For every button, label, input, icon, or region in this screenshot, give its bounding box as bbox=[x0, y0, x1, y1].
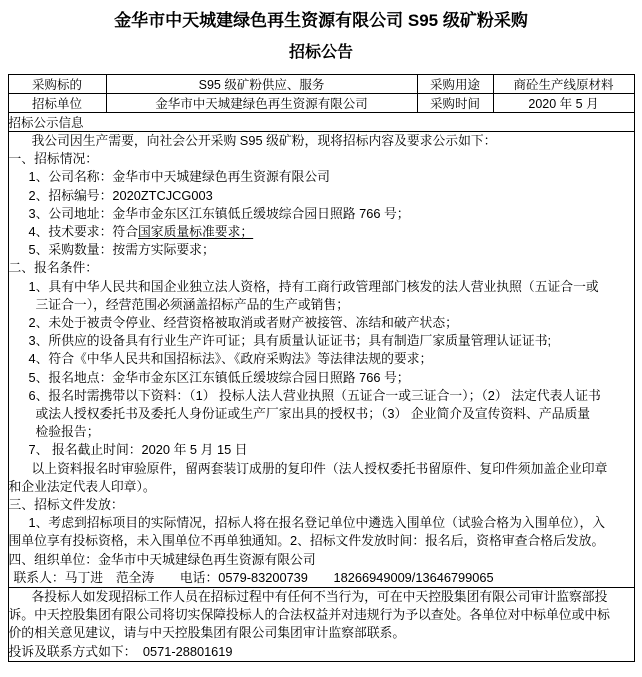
page-title: 金华市中天城建绿色再生资源有限公司 S95 级矿粉采购 bbox=[114, 11, 528, 30]
body-line: 我公司因生产需要，向社会公开采购 S95 级矿粉，现将招标内容及要求公示如下： bbox=[31, 133, 497, 148]
body-line-tech-requirement bbox=[9, 223, 634, 241]
procurement-use-value: 商砼生产线原材料 bbox=[493, 75, 634, 94]
bid-unit-value: 金华市中天城建绿色再生资源有限公司 bbox=[106, 94, 417, 113]
complaint-cell bbox=[8, 588, 634, 662]
contact-line: 联系人：马丁进 范全涛 电话：0579-83200739 18266949009/13646799065 bbox=[13, 569, 494, 585]
body-line: 1、考虑到招标项目的实际情况，招标人将在报名登记单位中遴选入围单位（试验合格为入围单位），入 bbox=[28, 515, 606, 531]
body-line: 以上资料报名时审验原件，留两套装订成册的复印件（法人授权委托书留原件、复印件须加盖企业印章 bbox=[31, 460, 608, 476]
table-row bbox=[8, 588, 634, 662]
body-line: 2、招标编号：2020ZTCJCG003 bbox=[28, 187, 213, 203]
body-line: 围单位享有投标资格，未入围单位不再单独通知。2、招标文件发放时间：报名后，资格审查合格后发放。 bbox=[8, 533, 605, 549]
body-line: 检验报告； bbox=[35, 424, 100, 440]
body-line: 一、招标情况： bbox=[8, 151, 99, 167]
body-line: 2、未处于被责令停业、经营资格被取消或者财产被接管、冻结和破产状态； bbox=[28, 315, 458, 331]
body-line: 二、报名条件： bbox=[8, 260, 99, 276]
body-line: 和企业法定代表人印章）。 bbox=[8, 478, 156, 494]
body-line: 3、所供应的设备具有行业生产许可证；具有质量认证证书；具有制造厂家质量管理认证证书; bbox=[28, 333, 552, 349]
table-row bbox=[8, 113, 634, 132]
body-line: 三证合一），经营范围必须涵盖招标产品的生产或销售； bbox=[35, 296, 350, 312]
bid-body-cell bbox=[8, 132, 634, 588]
complaint-line: 各投标人如发现招标工作人员在招标过程中有任何不当行为，可在中天控股集团有限公司审计监察部投 bbox=[31, 589, 608, 605]
body-line: 四、组织单位：金华市中天城建绿色再生资源有限公司 bbox=[8, 551, 316, 567]
procurement-subject-value: S95 级矿粉供应、服务 bbox=[106, 75, 417, 94]
procurement-time-label: 采购时间 bbox=[417, 94, 493, 113]
table-row bbox=[8, 75, 634, 94]
body-line: 6、报名时需携带以下资料：（1） 投标人法人营业执照（五证合一或三证合一）；（2） 法定代表人证书 bbox=[28, 387, 601, 403]
body-line: 1、公司名称：金华市中天城建绿色再生资源有限公司 bbox=[28, 169, 330, 185]
body-line: 或法人授权委托书及委托人身份证或生产厂家出具的授权书；（3） 企业简介及宣传资料、产品质量 bbox=[35, 406, 591, 422]
body-line: 三、招标文件发放： bbox=[8, 497, 124, 513]
body-line: 1、具有中华人民共和国企业独立法人资格，持有工商行政管理部门核发的法人营业执照（五证合一或 bbox=[28, 278, 599, 294]
tech-req-prefix: 4、技术要求：符合 bbox=[28, 224, 138, 240]
complaint-contact-line: 投诉及联系方式如下： 0571-28801619 bbox=[8, 643, 233, 659]
body-line: 4、符合《中华人民共和国招标法》、《政府采购法》等法律法规的要求； bbox=[28, 351, 433, 367]
complaint-line: 诉。中天控股集团有限公司将切实保障投标人的合法权益并对违规行为予以查处。各单位对中标单位或中标 bbox=[8, 607, 610, 623]
table-row bbox=[8, 132, 634, 588]
complaint-line: 价的相关意见建议，请与中天控股集团有限公司集团审计监察部联系。 bbox=[8, 625, 406, 641]
procurement-time-value: 2020 年 5 月 bbox=[493, 94, 634, 113]
body-line: 3、公司地址：金华市金东区江东镇低丘缓坡综合园日照路 766 号； bbox=[28, 205, 410, 221]
tech-req-underlined: 国家质量标准要求； bbox=[138, 224, 254, 240]
section-header-bid-info: 招标公示信息 bbox=[8, 113, 634, 132]
body-line: 5、采购数量：按需方实际要求； bbox=[28, 242, 215, 258]
info-table bbox=[8, 74, 635, 662]
bid-unit-label: 招标单位 bbox=[8, 94, 106, 113]
body-line: 5、报名地点：金华市金东区江东镇低丘缓坡综合园日照路 766 号； bbox=[28, 369, 410, 385]
procurement-subject-label: 采购标的 bbox=[8, 75, 106, 94]
procurement-use-label: 采购用途 bbox=[417, 75, 493, 94]
table-row bbox=[8, 94, 634, 113]
doc-subtitle: 招标公告 bbox=[288, 44, 353, 61]
body-line: 7、 报名截止时间：2020 年 5 月 15 日 bbox=[28, 442, 248, 458]
